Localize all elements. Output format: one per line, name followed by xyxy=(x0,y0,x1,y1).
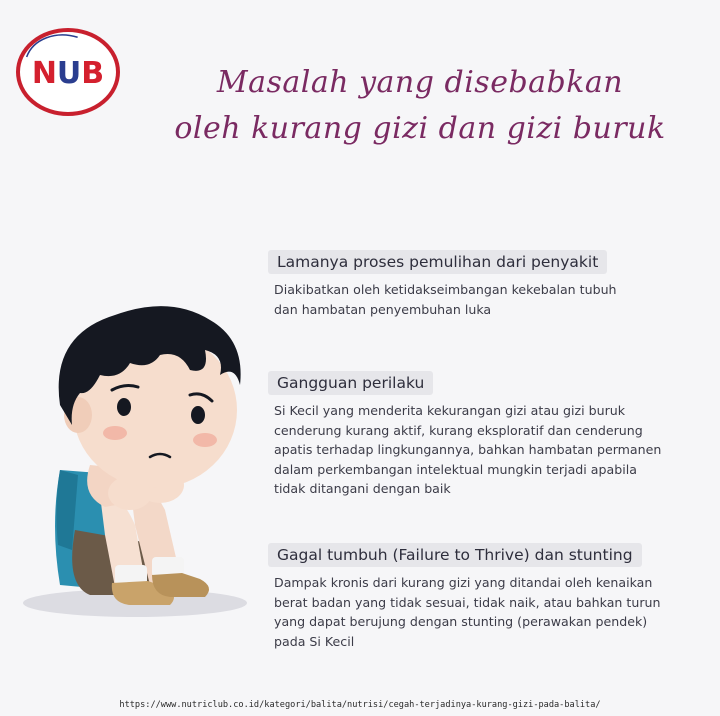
page-title xyxy=(150,60,690,152)
logo-text: NUB xyxy=(31,56,105,91)
body-line: apatis terhadap lingkungannya, bahkan hambatan permanen xyxy=(274,442,662,457)
body-line: dalam perkembangan intelektual mungkin terjadi apabila xyxy=(274,461,637,477)
nub-logo xyxy=(14,25,122,119)
section-recovery xyxy=(268,250,708,319)
body-line: Diakibatkan oleh ketidakseimbangan kekebalan tubuh xyxy=(274,282,617,297)
source-url: https://www.nutriclub.co.id/kategori/balita/nutrisi/cegah-terjadinya-kurang-gizi-pada-balita/ xyxy=(119,700,601,710)
body-line: dan hambatan penyembuhan luka xyxy=(274,301,492,317)
body-line: Dampak kronis dari kurang gizi yang ditandai oleh kenaikan xyxy=(274,575,653,590)
section-body xyxy=(268,573,708,651)
section-heading: Lamanya proses pemulihan dari penyakit xyxy=(268,250,607,274)
section-behavior xyxy=(268,371,708,499)
body-line: yang dapat berujung dengan stunting (perawakan pendek) xyxy=(274,614,648,629)
body-line: tidak ditangani dengan baik xyxy=(274,481,451,496)
body-line: pada Si Kecil xyxy=(274,633,355,649)
body-line: cenderung kurang aktif, kurang eksploratif dan cenderung xyxy=(274,422,643,438)
section-body xyxy=(268,280,708,319)
sad-boy-illustration xyxy=(20,295,255,625)
section-body xyxy=(268,401,708,499)
body-line: Si Kecil yang menderita kekurangan gizi atau gizi buruk xyxy=(274,403,626,418)
section-heading: Gangguan perilaku xyxy=(268,371,433,395)
title-line-2: oleh kurang gizi dan gizi buruk xyxy=(174,111,666,146)
section-stunting xyxy=(268,543,708,651)
body-line: berat badan yang tidak sesuai, tidak naik, atau bahkan turun xyxy=(274,594,661,610)
title-line-1: Masalah yang disebabkan xyxy=(216,65,624,100)
section-heading: Gagal tumbuh (Failure to Thrive) dan stunting xyxy=(268,543,642,567)
